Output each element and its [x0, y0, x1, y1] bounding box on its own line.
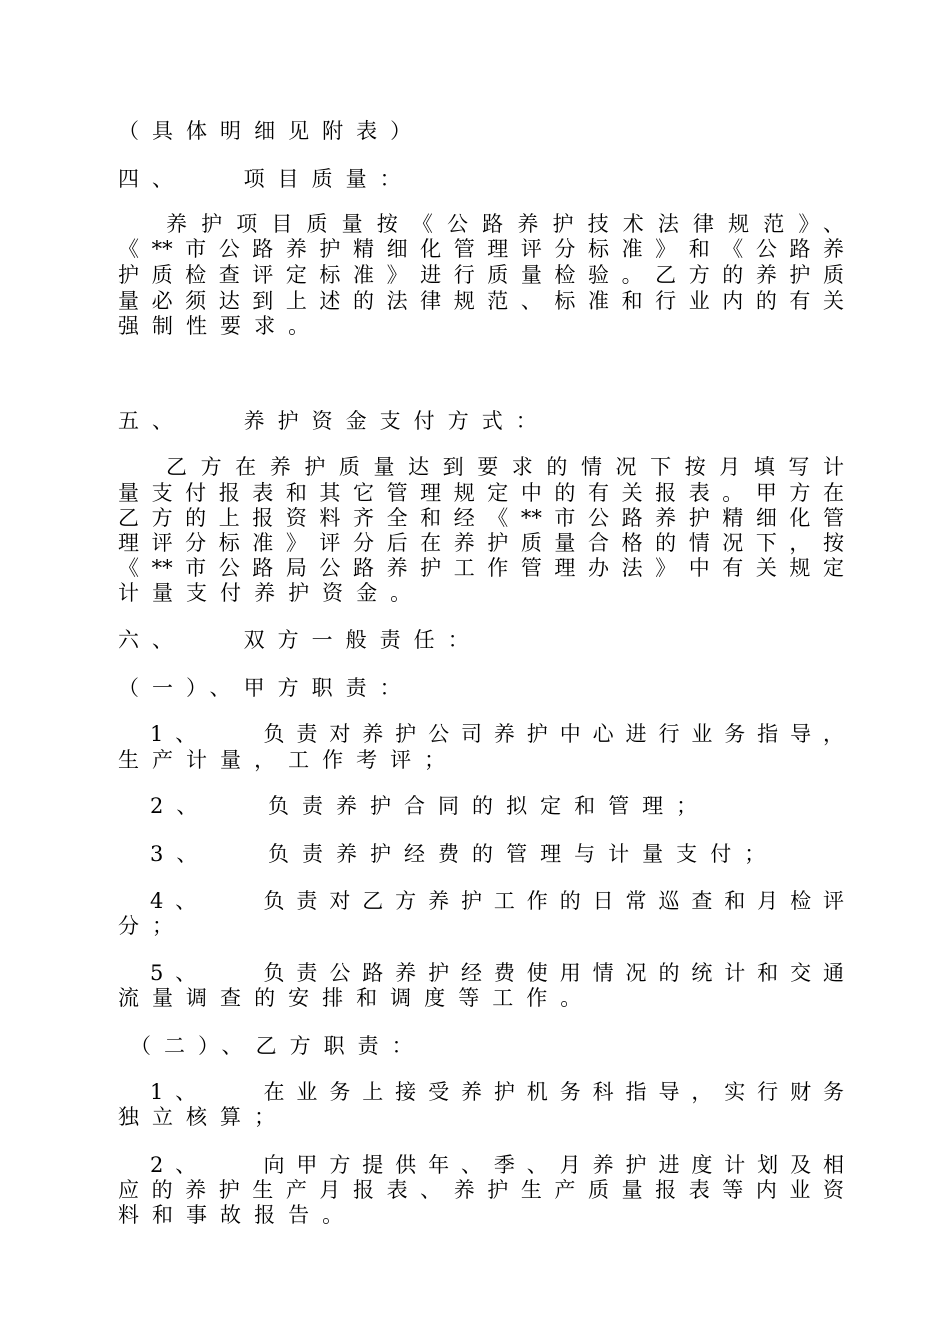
quality-paragraph-line: 养护项目质量按《公路养护技术法律规范》、	[166, 212, 844, 236]
party-a-item-4: 4、 负责对乙方养护工作的日常巡查和月检评	[150, 889, 844, 913]
payment-paragraph-line: 乙方在养护质量达到要求的情况下按月填写计	[166, 455, 844, 479]
party-a-item-1-continued: 生产计量，工作考评；	[118, 748, 459, 772]
section-heading-payment: 五、 养护资金支付方式：	[118, 409, 550, 433]
payment-paragraph-line: 《**市公路局公路养护工作管理办法》中有关规定	[118, 556, 844, 580]
quality-paragraph-line: 护质检查评定标准》进行质量检验。乙方的养护质	[118, 263, 844, 287]
section-heading-responsibilities: 六、 双方一般责任：	[118, 628, 482, 652]
party-b-item-1-continued: 独立核算；	[118, 1105, 289, 1129]
quality-paragraph-line: 量必须达到上述的法律规范、标准和行业内的有关	[118, 289, 844, 313]
party-a-item-5-continued: 流量调查的安排和调度等工作。	[118, 986, 595, 1010]
party-b-item-2-continued: 料和事故报告。	[118, 1203, 357, 1227]
quality-paragraph-line: 强制性要求。	[118, 314, 323, 338]
payment-paragraph-line: 乙方的上报资料齐全和经《**市公路养护精细化管	[118, 506, 844, 530]
party-a-item-2: 2、 负责养护合同的拟定和管理；	[150, 794, 711, 818]
party-a-item-3: 3、 负责养护经费的管理与计量支付；	[150, 842, 779, 866]
attachment-note: （具体明细见附表）	[118, 119, 425, 143]
subheading-party-a: （一）、甲方职责：	[118, 676, 414, 700]
party-b-item-2: 2、 向甲方提供年、季、月养护进度计划及相	[150, 1153, 844, 1177]
subheading-party-b: （二）、乙方职责：	[130, 1034, 426, 1058]
quality-paragraph-line: 《**市公路养护精细化管理评分标准》和《公路养	[118, 237, 844, 261]
section-heading-quality: 四、 项目质量：	[118, 167, 414, 191]
party-b-item-2-continued: 应的养护生产月报表、养护生产质量报表等内业资	[118, 1178, 844, 1202]
party-a-item-1: 1、 负责对养护公司养护中心进行业务指导，	[150, 722, 844, 746]
payment-paragraph-line: 计量支付养护资金。	[118, 581, 425, 605]
payment-paragraph-line: 理评分标准》评分后在养护质量合格的情况下，按	[118, 531, 844, 555]
party-b-item-1: 1、 在业务上接受养护机务科指导，实行财务	[150, 1080, 844, 1104]
payment-paragraph-line: 量支付报表和其它管理规定中的有关报表。甲方在	[118, 481, 844, 505]
party-a-item-5: 5、 负责公路养护经费使用情况的统计和交通	[150, 961, 844, 985]
party-a-item-4-continued: 分；	[118, 914, 187, 938]
